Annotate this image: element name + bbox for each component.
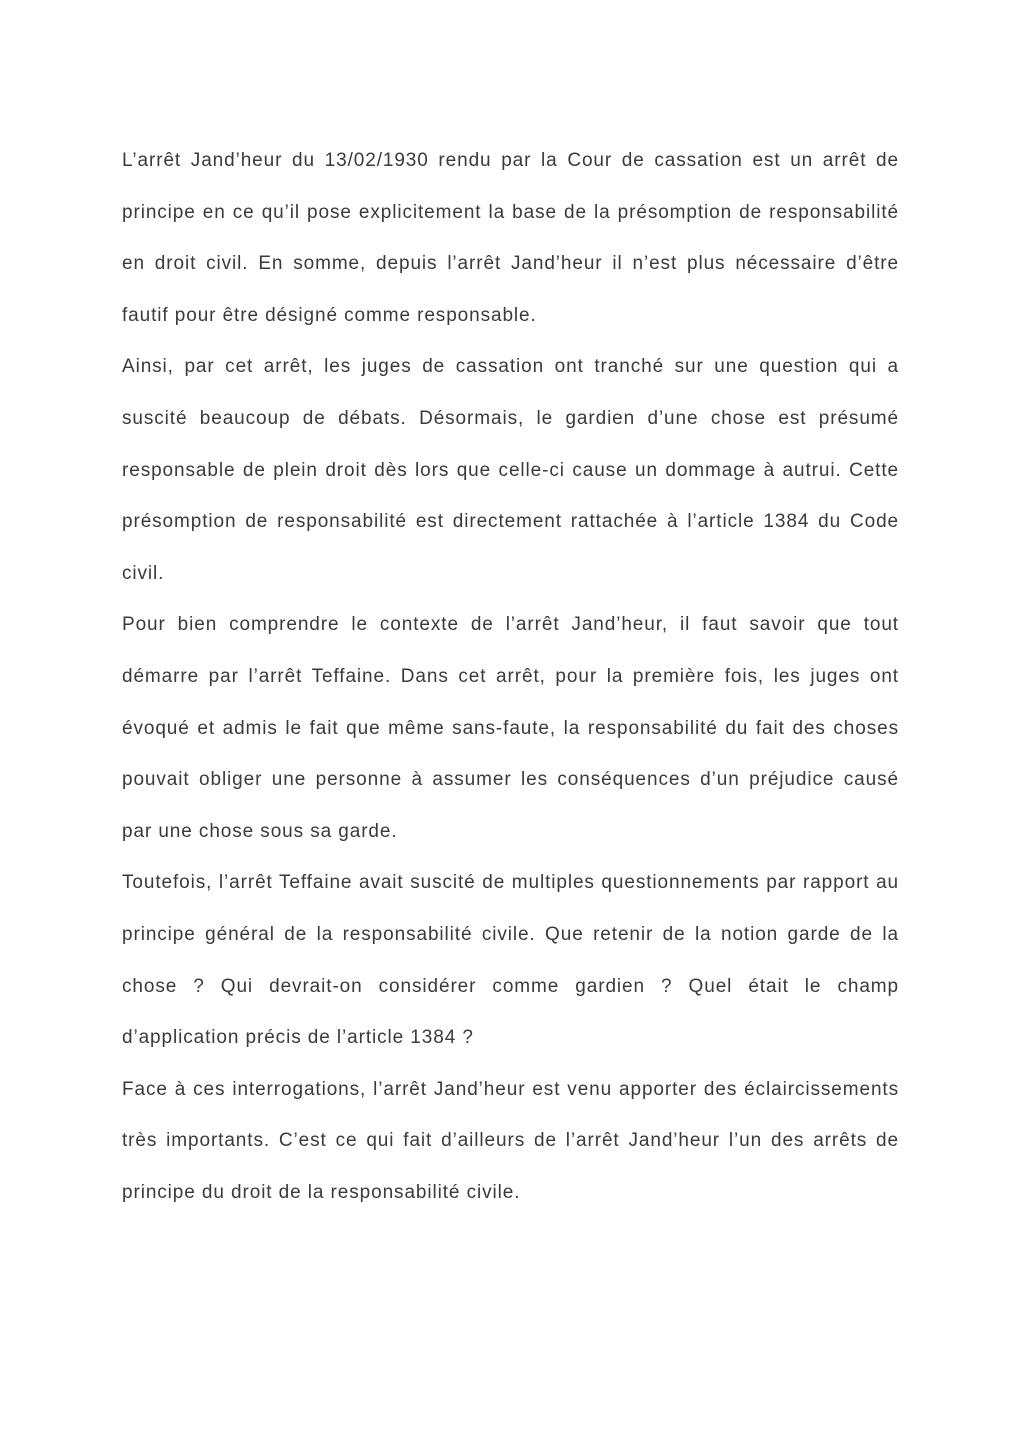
document-body	[122, 135, 899, 1218]
paragraph-4: Toutefois, l’arrêt Teffaine avait suscité de multiples questionnements par rapport au principe général de la responsabilité civile. Que retenir de la notion garde de la chose ? Qui devrait-on considérer comme gardien ? Quel était le champ d’application précis de l’article 1384 ?	[122, 872, 899, 1049]
paragraph-2: Ainsi, par cet arrêt, les juges de cassation ont tranché sur une question qui a suscité beaucoup de débats. Désormais, le gardien d’une chose est présumé responsable de plein droit dès lors que celle-ci cause un dommage à autrui. Cette présomption de responsabilité est directement rattachée à l’article 1384 du Code civil.	[122, 356, 899, 584]
paragraph-5: Face à ces interrogations, l’arrêt Jand’heur est venu apporter des éclaircissements très importants. C’est ce qui fait d’ailleurs de l’arrêt Jand’heur l’un des arrêts de principe du droit de la responsabilité civile.	[122, 1078, 899, 1203]
paragraph-3: Pour bien comprendre le contexte de l’arrêt Jand’heur, il faut savoir que tout démarre par l’arrêt Teffaine. Dans cet arrêt, pour la première fois, les juges ont évoqué et admis le fait que même sans-faute, la responsabilité du fait des choses pouvait obliger une personne à assumer les conséquences d’un préjudice causé par une chose sous sa garde.	[122, 614, 899, 842]
paragraph-1: L’arrêt Jand’heur du 13/02/1930 rendu par la Cour de cassation est un arrêt de principe en ce qu’il pose explicitement la base de la présomption de responsabilité en droit civil. En somme, depuis l’arrêt Jand’heur il n’est plus nécessaire d’être fautif pour être désigné comme responsable.	[122, 150, 899, 326]
